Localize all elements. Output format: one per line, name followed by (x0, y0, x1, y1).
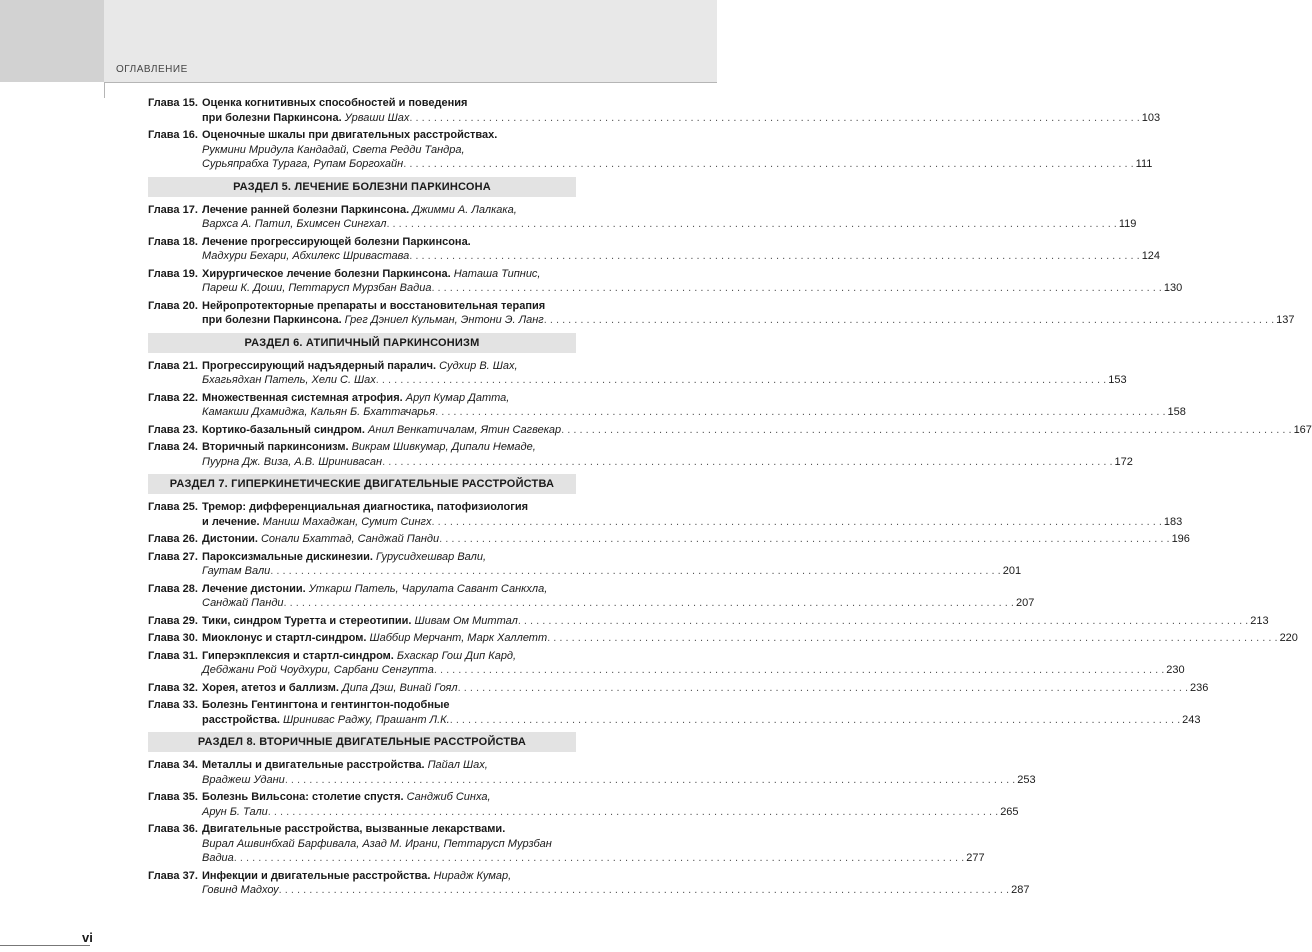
chapter-number: Глава 35. (148, 791, 198, 803)
page-ref[interactable]: 167 (1293, 423, 1312, 436)
chapter-number: Глава 15. (148, 97, 198, 109)
chapter-title: Лечение дистонии. (202, 582, 306, 595)
leader-dots (270, 564, 1000, 579)
chapter-title: Хирургическое лечение болезни Паркинсона. (202, 267, 451, 280)
toc-entry[interactable] (148, 500, 1183, 529)
chapter-number: Глава 20. (148, 299, 198, 312)
leader-dots (439, 532, 1169, 547)
toc-entry[interactable] (148, 869, 1030, 898)
chapter-number: Глава 30. (148, 632, 198, 644)
chapter-authors: Грег Дэниел Кульман, Энтони Э. Ланг (341, 314, 544, 326)
chapter-authors: Шринивас Раджу, Прашант Л.К. (279, 713, 450, 726)
chapter-authors: Дебджани Рой Чоудхури, Сарбани Сенгупта (202, 664, 434, 676)
chapter-title: расстройства. (202, 713, 280, 726)
section-heading: РАЗДЕЛ 8. ВТОРИЧНЫЕ ДВИГАТЕЛЬНЫЕ РАССТРОЙСТВА (148, 732, 576, 752)
chapter-authors: Мадхури Бехари, Абхилекс Шривастава (202, 250, 410, 262)
chapter-number: Глава 19. (148, 267, 198, 280)
chapter-authors: Вирал Ашвинбхай Барфивала, Азад М. Ирани, Петтаруcп Мурзбан (202, 837, 552, 850)
page-ref[interactable]: 172 (1114, 455, 1133, 468)
leader-dots (234, 851, 964, 866)
leader-dots (431, 515, 1161, 530)
page-ref[interactable]: 236 (1190, 681, 1209, 694)
leader-dots (284, 596, 1014, 611)
page-ref[interactable]: 253 (1017, 773, 1036, 786)
chapter-authors: Пуурна Дж. Виза, А.В. Шринивасан (202, 455, 383, 468)
chapter-title: при болезни Паркинсона. (202, 314, 342, 326)
toc-entry[interactable] (148, 267, 1183, 296)
chapter-authors: Пайал Шах, (424, 759, 488, 771)
chapter-number: Глава 29. (148, 614, 198, 627)
page-ref[interactable]: 265 (1000, 805, 1019, 818)
chapter-title: Инфекции и двигательные расстройства. (202, 869, 431, 882)
toc-entry[interactable] (148, 203, 1137, 232)
leader-dots (561, 423, 1291, 438)
chapter-title: Кортико-базальный синдром. (202, 423, 365, 436)
header-rule (104, 82, 717, 83)
chapter-authors: Дипа Дэш, Винай Гоял (338, 681, 458, 694)
page-ref[interactable]: 158 (1167, 406, 1186, 418)
chapter-authors: Санджай Панди (202, 597, 284, 609)
leader-dots (450, 713, 1180, 728)
chapter-authors: Вадиа (202, 852, 234, 864)
toc-entry[interactable] (148, 359, 1127, 388)
chapter-number: Глава 25. (148, 501, 198, 513)
chapter-authors: Санджиб Синха, (403, 791, 491, 803)
chapter-title: Нейропротекторные препараты и восстановительная терапия (202, 299, 546, 312)
chapter-title: Пароксизмальные дискинезии. (202, 550, 373, 563)
table-of-contents (148, 96, 1312, 901)
chapter-authors: Шаббир Мерчант, Марк Халлетт (366, 632, 548, 644)
toc-entry[interactable] (148, 614, 1269, 629)
leader-dots (382, 455, 1112, 470)
chapter-number: Глава 17. (148, 203, 198, 216)
leader-dots (435, 405, 1165, 420)
toc-entry[interactable] (148, 698, 1201, 727)
page-ref[interactable]: 213 (1250, 614, 1269, 627)
chapter-authors: Наташа Типнис, (450, 267, 541, 280)
chapter-number: Глава 26. (148, 533, 198, 545)
toc-entry[interactable] (148, 423, 1312, 438)
chapter-authors: Гаутам Вали (202, 565, 271, 577)
section-heading: РАЗДЕЛ 5. ЛЕЧЕНИЕ БОЛЕЗНИ ПАРКИНСОНА (148, 177, 576, 197)
chapter-authors: Урваши Шах (341, 111, 410, 124)
page-ref[interactable]: 103 (1141, 111, 1161, 124)
toc-entry[interactable] (148, 440, 1133, 469)
header-band (0, 0, 717, 82)
leader-dots (544, 313, 1274, 328)
chapter-title: Болезнь Вильсона: столетие спустя. (202, 791, 404, 803)
chapter-authors: Сонали Бхаттад, Санджай Панди (257, 533, 440, 545)
chapter-authors: Бхагьядхан Патель, Хели С. Шах (202, 374, 376, 386)
chapter-authors: Шивам Ом Миттал (411, 614, 518, 627)
chapter-title: Хорея, атетоз и баллизм. (202, 681, 339, 694)
toc-entry[interactable] (148, 128, 1153, 172)
chapter-authors: Враджеш Удани (202, 773, 285, 786)
page-number: vi (82, 930, 93, 945)
chapter-authors: Судхир В. Шах, (436, 359, 518, 372)
leader-dots (518, 614, 1248, 629)
chapter-title: и лечение. (202, 515, 260, 528)
chapter-number: Глава 37. (148, 869, 198, 882)
page-ref[interactable]: 183 (1163, 515, 1183, 528)
chapter-number: Глава 33. (148, 699, 198, 711)
page-ref[interactable]: 230 (1166, 664, 1185, 676)
toc-entry[interactable] (148, 681, 1209, 696)
chapter-title: Множественная системная атрофия. (202, 391, 403, 404)
chapter-number: Глава 24. (148, 441, 198, 453)
toc-entry[interactable] (148, 631, 1298, 646)
chapter-authors: Рукмини Мридула Кандадай, Света Редди Тандра, (202, 143, 465, 156)
page-ref[interactable]: 196 (1171, 533, 1190, 545)
folio-rule (0, 945, 90, 946)
running-head: ОГЛАВЛЕНИЕ (116, 64, 188, 75)
toc-entry[interactable] (148, 532, 1190, 547)
chapter-authors: Бхаскар Гош Дип Кард, (393, 649, 517, 662)
toc-entry[interactable] (148, 96, 1161, 125)
chapter-number: Глава 31. (148, 649, 198, 662)
page-ref[interactable]: 201 (1002, 565, 1022, 577)
chapter-title: Тремор: дифференциальная диагностика, патофизиология (202, 501, 528, 513)
chapter-authors: Анил Венкатичалам, Ятин Сагвекар (365, 423, 562, 436)
page-ref[interactable]: 277 (966, 852, 985, 864)
chapter-number: Глава 18. (148, 235, 198, 248)
leader-dots (268, 805, 998, 820)
chapter-number: Глава 32. (148, 681, 198, 694)
chapter-title: Прогрессирующий надъядерный паралич. (202, 359, 437, 372)
corner-block (0, 0, 104, 82)
chapter-title: Оценка когнитивных способностей и поведения (202, 97, 468, 109)
section-heading: РАЗДЕЛ 6. АТИПИЧНЫЙ ПАРКИНСОНИЗМ (148, 333, 576, 353)
chapter-title: Металлы и двигательные расстройства. (202, 759, 425, 771)
toc-entry[interactable] (148, 550, 1022, 579)
chapter-title: Гиперэкплексия и стартл-синдром. (202, 649, 394, 662)
toc-entry[interactable] (148, 391, 1186, 420)
chapter-number: Глава 34. (148, 759, 198, 771)
chapter-title: Болезнь Гентингтона и гентингтон-подобные (202, 699, 450, 711)
toc-entry[interactable] (148, 299, 1295, 328)
leader-dots (547, 631, 1277, 646)
leader-dots (409, 249, 1139, 264)
leader-dots (409, 111, 1139, 126)
toc-entry[interactable] (148, 582, 1035, 611)
leader-dots (403, 157, 1133, 172)
leader-dots (458, 681, 1188, 696)
toc-entry[interactable] (148, 790, 1019, 819)
chapter-number: Глава 28. (148, 582, 198, 595)
chapter-authors: Уткарш Патель, Чарулата Савант Санкхла, (305, 582, 548, 595)
toc-entry[interactable] (148, 235, 1161, 264)
chapter-authors: Викрам Шивкумар, Дипали Немаде, (348, 441, 536, 453)
chapter-number: Глава 16. (148, 129, 198, 141)
chapter-title: Двигательные расстройства, вызванные лекарствами. (202, 823, 506, 835)
page-ref[interactable]: 207 (1015, 597, 1035, 609)
chapter-title: при болезни Паркинсона. (202, 111, 342, 124)
chapter-authors: Говинд Мадхоу (202, 884, 279, 896)
page-ref[interactable]: 124 (1141, 250, 1161, 262)
chapter-authors: Сурьяпрабха Турага, Рупам Боргохайн (202, 158, 404, 170)
toc-entry[interactable] (148, 758, 1036, 787)
chapter-title: Лечение прогрессирующей болезни Паркинсона. (202, 235, 471, 248)
chapter-authors: Пареш К. Доши, Петтаруcп Мурзбан Вадиа (202, 282, 432, 294)
chapter-number: Глава 23. (148, 423, 198, 436)
chapter-title: Тики, синдром Туретта и стереотипии. (202, 614, 412, 627)
chapter-number: Глава 21. (148, 359, 198, 372)
toc-entry[interactable] (148, 822, 985, 866)
page-ref[interactable]: 130 (1163, 282, 1183, 294)
chapter-authors: Камакши Дхамиджа, Кальян Б. Бхаттачарья (202, 406, 436, 418)
section-heading: РАЗДЕЛ 7. ГИПЕРКИНЕТИЧЕСКИЕ ДВИГАТЕЛЬНЫЕ РАССТРОЙСТВА (148, 474, 576, 494)
page-ref[interactable]: 287 (1011, 884, 1030, 896)
chapter-authors: Арун Б. Тали (202, 805, 268, 818)
leader-dots (386, 217, 1116, 232)
chapter-title: Дистонии. (202, 533, 258, 545)
header-vertical-rule (104, 82, 105, 98)
page-ref[interactable]: 111 (1135, 158, 1153, 170)
chapter-authors: Вархса А. Патил, Бхимсен Сингхал (202, 218, 387, 230)
chapter-number: Глава 36. (148, 823, 198, 835)
chapter-number: Глава 27. (148, 550, 198, 563)
page-ref[interactable]: 153 (1108, 374, 1127, 386)
page-ref[interactable]: 243 (1182, 713, 1201, 726)
chapter-number: Глава 22. (148, 391, 198, 404)
toc-entry[interactable] (148, 649, 1185, 678)
chapter-title: Миоклонус и стартл-синдром. (202, 632, 367, 644)
chapter-title: Оценочные шкалы при двигательных расстройствах. (202, 129, 498, 141)
chapter-authors: Нирадж Кумар, (430, 869, 512, 882)
page-ref[interactable]: 137 (1276, 314, 1295, 326)
chapter-authors: Джимми А. Лалкака, (409, 203, 517, 216)
leader-dots (285, 773, 1015, 788)
page-ref[interactable]: 220 (1279, 632, 1298, 644)
page-ref[interactable]: 119 (1118, 218, 1137, 230)
leader-dots (376, 373, 1106, 388)
chapter-authors: Маниш Махаджан, Сумит Сингх (259, 515, 432, 528)
chapter-authors: Гурусидхешвар Вали, (372, 550, 487, 563)
chapter-title: Лечение ранней болезни Паркинсона. (202, 203, 410, 216)
chapter-title: Вторичный паркинсонизм. (202, 441, 349, 453)
chapter-authors: Аруп Кумар Датта, (402, 391, 510, 404)
leader-dots (434, 663, 1164, 678)
leader-dots (279, 883, 1009, 898)
leader-dots (431, 281, 1161, 296)
